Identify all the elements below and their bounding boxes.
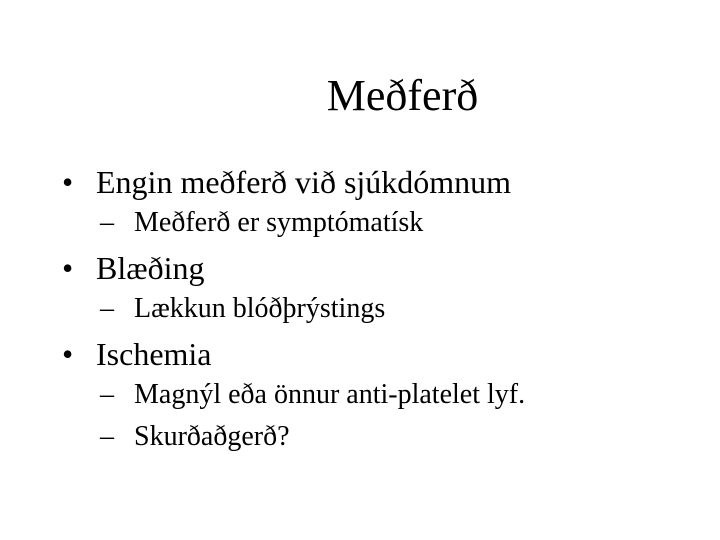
dash-marker: –: [100, 421, 114, 452]
dash-marker: –: [100, 379, 114, 410]
sub-bullet-item: [100, 206, 423, 240]
bullet-item: [62, 163, 511, 201]
dash-marker: –: [100, 293, 114, 324]
sub-bullet-text: Skurðaðgerð?: [134, 421, 290, 452]
sub-bullet-item: [100, 420, 290, 454]
slide-title-text: Meðferð: [326, 71, 479, 120]
sub-bullet-text: Magnýl eða önnur anti-platelet lyf.: [134, 379, 526, 410]
bullet-text: Ischemia: [96, 336, 212, 372]
sub-bullet-item: [100, 378, 525, 412]
bullet-text: Engin meðferð við sjúkdómnum: [96, 164, 512, 200]
slide-title: [0, 70, 720, 122]
bullet-marker: •: [62, 250, 74, 286]
bullet-item: [62, 249, 204, 287]
sub-bullet-text: Lækkun blóðþrýstings: [134, 293, 386, 324]
bullet-item: [62, 335, 212, 373]
dash-marker: –: [100, 207, 114, 238]
bullet-marker: •: [62, 336, 74, 372]
sub-bullet-item: [100, 292, 385, 326]
bullet-marker: •: [62, 164, 74, 200]
sub-bullet-text: Meðferð er symptómatísk: [134, 207, 424, 238]
bullet-text: Blæðing: [96, 250, 205, 286]
